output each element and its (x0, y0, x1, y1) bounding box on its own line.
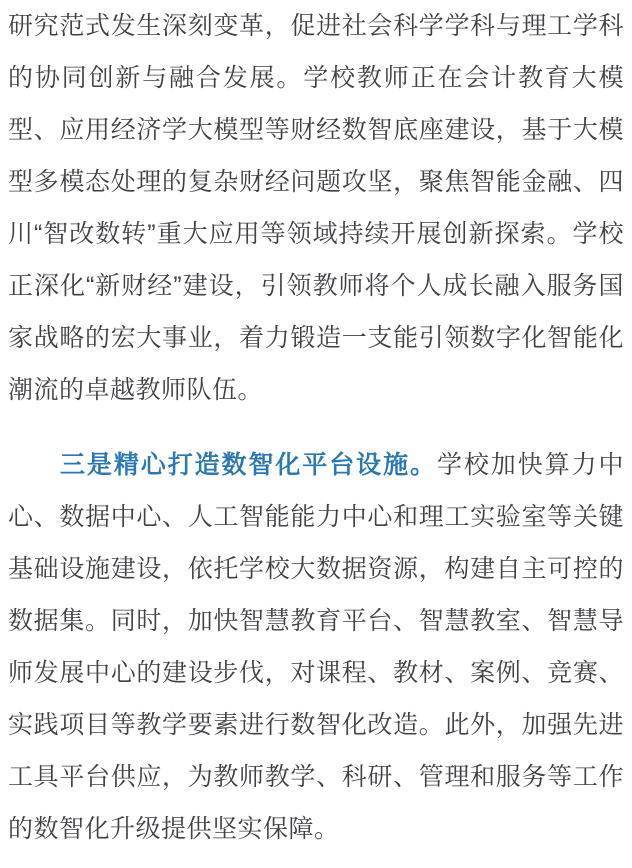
text-line (8, 439, 624, 491)
text-line: 家战略的宏大事业，着力锻造一支能引领数字化智能化 (8, 324, 624, 352)
text-line: 型、应用经济学大模型等财经数智底座建设，基于大模 (8, 116, 624, 144)
text-line: 的数智化升级提供坚实保障。 (8, 815, 340, 843)
text-line: 正深化“新财经”建设，引领教师将个人成长融入服务国 (8, 272, 624, 300)
paragraph-1 (8, 0, 624, 416)
text-line: 心、数据中心、人工智能能力中心和理工实验室等关键 (8, 503, 624, 531)
text-line: 研究范式发生深刻变革，促进社会科学学科与理工学科 (8, 12, 624, 40)
text-line: 川“智改数转”重大应用等领域持续开展创新探索。学校 (8, 220, 624, 248)
text-line: 数据集。同时，加快智慧教育平台、智慧教室、智慧导 (8, 607, 624, 635)
text-line: 型多模态处理的复杂财经问题攻坚，聚焦智能金融、四 (8, 168, 624, 196)
section-heading: 三是精心打造数智化平台设施。 (60, 451, 437, 479)
text-line: 的协同创新与融合发展。学校教师正在会计教育大模 (8, 64, 624, 92)
text-line: 实践项目等教学要素进行数智化改造。此外，加强先进 (8, 711, 624, 739)
text-line: 潮流的卓越教师队伍。 (8, 376, 264, 404)
paragraph-2 (8, 439, 624, 855)
text-line: 基础设施建设，依托学校大数据资源，构建自主可控的 (8, 555, 624, 583)
text-line: 师发展中心的建设步伐，对课程、教材、案例、竞赛、 (8, 659, 624, 687)
text-line: 工具平台供应，为教师教学、科研、管理和服务等工作 (8, 763, 624, 791)
section-heading-continuation: 学校加快算力中 (436, 451, 624, 479)
